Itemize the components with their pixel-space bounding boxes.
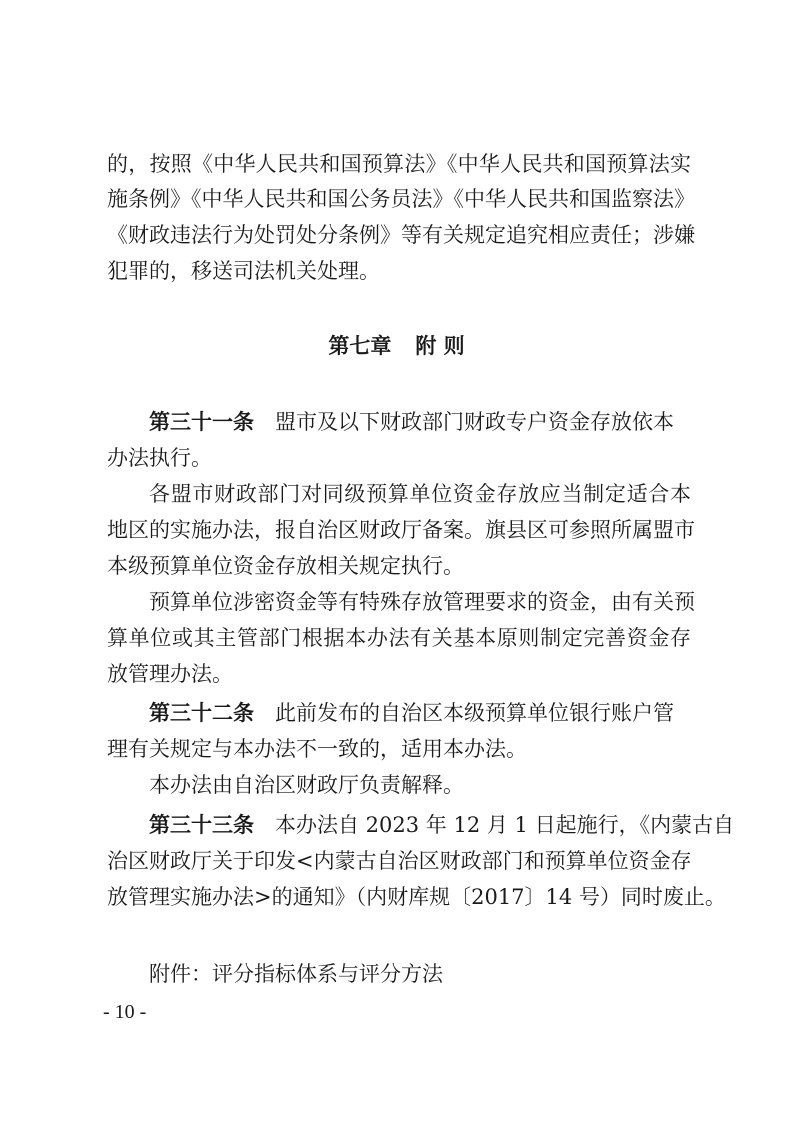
attachment-note: 附件：评分指标体系与评分方法: [149, 962, 443, 986]
paragraph-line: 施条例》《中华人民共和国公务员法》《中华人民共和国监察法》: [107, 187, 695, 211]
paragraph-line: 犯罪的，移送司法机关处理。: [107, 259, 380, 283]
paragraph-line: 放管理实施办法>的通知》（内财库规〔2017〕14 号）同时废止。: [107, 885, 726, 909]
paragraph-line: 预算单位涉密资金等有特殊存放管理要求的资金，由有关预: [149, 590, 695, 614]
article-33-line: [149, 813, 735, 837]
paragraph-line: 地区的实施办法，报自治区财政厅备案。旗县区可参照所属盟市: [107, 518, 695, 542]
paragraph-line: 本办法由自治区财政厅负责解释。: [149, 773, 464, 797]
chapter-number: 第七章: [328, 334, 392, 358]
article-31-line: [149, 410, 691, 434]
chapter-heading: [0, 333, 793, 359]
paragraph-line: 理有关规定与本办法不一致的，适用本办法。: [107, 737, 527, 761]
article-label: 第三十三条: [149, 813, 254, 837]
chapter-title: 附 则: [415, 334, 465, 358]
article-label: 第三十一条: [149, 410, 254, 434]
paragraph-line: 本级预算单位资金存放相关规定执行。: [107, 554, 464, 578]
paragraph-line: 算单位或其主管部门根据本办法有关基本原则制定完善资金存: [107, 626, 691, 650]
paragraph-line: 的，按照《中华人民共和国预算法》《中华人民共和国预算法实: [107, 152, 691, 176]
article-text: 此前发布的自治区本级预算单位银行账户管: [275, 701, 674, 725]
article-text: 盟市及以下财政部门财政专户资金存放依本: [275, 410, 674, 434]
paragraph-line: 各盟市财政部门对同级预算单位资金存放应当制定适合本: [149, 482, 691, 506]
article-32-line: [149, 701, 691, 725]
article-text: 本办法自 2023 年 12 月 1 日起施行，《内蒙古自: [275, 813, 735, 837]
page-number: - 10 -: [103, 1001, 147, 1023]
paragraph-line: 《财政违法行为处罚处分条例》等有关规定追究相应责任；涉嫌: [107, 223, 695, 247]
paragraph-line: 放管理办法。: [107, 662, 233, 686]
paragraph-line: 办法执行。: [107, 446, 212, 470]
article-label: 第三十二条: [149, 701, 254, 725]
paragraph-line: 治区财政厅关于印发<内蒙古自治区财政部门和预算单位资金存: [107, 849, 692, 873]
